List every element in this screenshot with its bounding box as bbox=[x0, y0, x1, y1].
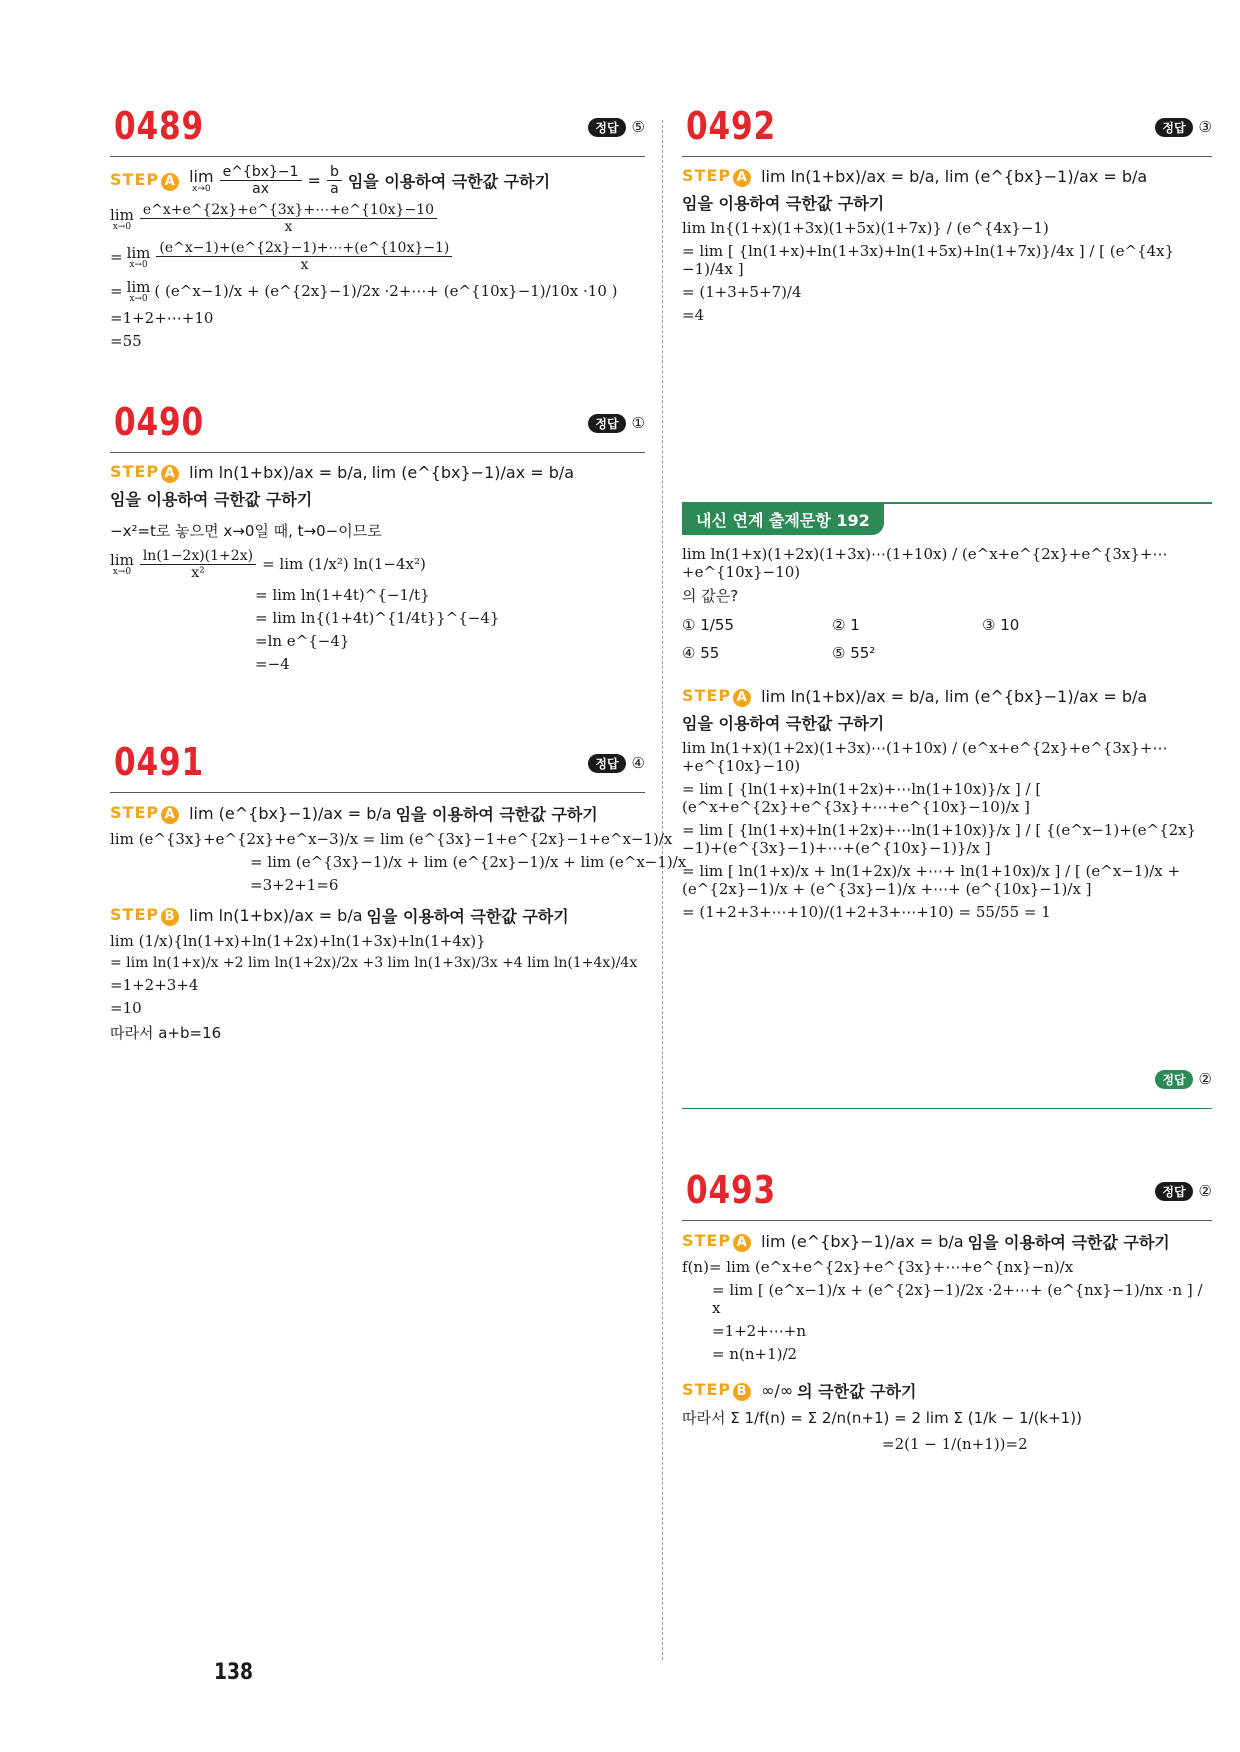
solution-line: = (1+2+3+⋯+10)/(1+2+3+⋯+10) = 55/55 = 1 bbox=[682, 902, 1051, 921]
step-text: 임을 이용하여 극한값 구하기 bbox=[682, 194, 885, 213]
answer-value: ⑤ bbox=[631, 118, 645, 136]
solution-line: = lim ln(1+4t)^{−1/t} bbox=[255, 585, 430, 604]
choice-5: ⑤ 55² bbox=[832, 643, 876, 662]
solution-line: = (1+3+5+7)/4 bbox=[682, 283, 802, 301]
page-number: 138 bbox=[214, 1660, 254, 1685]
solution-body bbox=[682, 166, 1212, 329]
problem-number: 0492 bbox=[686, 104, 777, 148]
problem-number: 0493 bbox=[686, 1168, 777, 1212]
step-a bbox=[110, 462, 645, 510]
related-end-rule bbox=[682, 1108, 1212, 1109]
solution-line: lim (1/x){ln(1+x)+ln(1+2x)+ln(1+3x)+ln(1+4x)} bbox=[110, 932, 486, 950]
solution-line: =ln e^{−4} bbox=[255, 631, 350, 650]
conclusion-line: 따라서 a+b=16 bbox=[110, 1024, 222, 1042]
answer-label bbox=[588, 754, 645, 773]
answer-badge: 정답 bbox=[1155, 1182, 1192, 1201]
solution-line: =1+2+3+4 bbox=[110, 976, 199, 994]
choice-3: ③ 10 bbox=[982, 615, 1020, 634]
step-tag: STEP A bbox=[110, 462, 179, 483]
step-b bbox=[110, 904, 645, 927]
solution-line: =1+2+⋯+10 bbox=[110, 309, 214, 327]
answer-value: ② bbox=[1198, 1182, 1212, 1200]
answer-label bbox=[1155, 118, 1212, 137]
step-expr-1: lim ln(1+bx)/ax = b/a, bbox=[189, 463, 368, 482]
solution-line: = lim [ (e^x−1)/x + (e^{2x}−1)/2x ·2+⋯+ (e^{nx}−1)/nx ·n ] / x bbox=[712, 1281, 1203, 1317]
solution-line: lim ln(1+x)(1+2x)(1+3x)⋯(1+10x) / (e^x+e^{2x}+e^{3x}+⋯+e^{10x}−10) bbox=[682, 738, 1168, 775]
solution-body bbox=[110, 462, 645, 678]
answer-label bbox=[588, 118, 645, 137]
choice-2: ② 1 bbox=[832, 615, 860, 634]
choice-4: ④ 55 bbox=[682, 643, 720, 662]
step-expr: lim ln(1+bx)/ax = b/a, lim (e^{bx}−1)/ax = b/a bbox=[761, 167, 1148, 186]
solution-line: lim (e^{3x}+e^{2x}+e^x−3)/x = lim (e^{3x}−1+e^{2x}−1+e^x−1)/x bbox=[110, 830, 673, 848]
answer-value: ① bbox=[631, 414, 645, 432]
solution-line: = lim x→0 $\frac{(e\^{}x-1)+(e\^{}\{2x\}-1)+\cdots+(e\^{}\{10x\}-1)}{x}$ bbox=[110, 240, 645, 273]
solution-line: =3+2+1=6 bbox=[250, 876, 339, 894]
answer-value: ④ bbox=[631, 754, 645, 772]
solution-line: lim ln{(1+x)(1+3x)(1+5x)(1+7x)} / (e^{4x}−1) bbox=[682, 219, 1049, 237]
intro-text: −x²=t로 놓으면 x→0일 때, t→0−이므로 bbox=[110, 522, 382, 540]
step-tag: STEP B bbox=[682, 1380, 751, 1401]
solution-line: = n(n+1)/2 bbox=[712, 1345, 798, 1363]
choice-list bbox=[682, 616, 1212, 662]
column-divider bbox=[662, 120, 663, 1660]
choice-1: ① 1/55 bbox=[682, 615, 734, 634]
step-expr: lim (e^{bx}−1)/ax = b/a bbox=[761, 1232, 964, 1251]
step-text: 임을 이용하여 극한값 구하기 bbox=[366, 907, 569, 926]
fraction-b-over-a: $\frac{b}{a}$ bbox=[327, 164, 342, 197]
step-tag: STEP B bbox=[110, 905, 179, 926]
solution-line: lim x→0 $\frac{\ln(1-2x)(1+2x)}{\text{x²}}$ = lim (1/x²) ln(1−4x²) bbox=[110, 547, 426, 581]
step-expr-2: lim (e^{bx}−1)/ax = b/a bbox=[371, 463, 575, 482]
solution-line: = lim [ {ln(1+x)+ln(1+3x)+ln(1+5x)+ln(1+7x)}/4x ] / [ (e^{4x}−1)/4x ] bbox=[682, 242, 1175, 278]
step-tag: STEP A bbox=[682, 1231, 751, 1252]
solution-line: =55 bbox=[110, 332, 142, 350]
related-banner: 내신 연계 출제문항 192 bbox=[682, 504, 884, 535]
step-text: 임을 이용하여 극한값 구하기 bbox=[967, 1233, 1170, 1252]
lim-symbol: lim x→0 bbox=[189, 167, 214, 194]
answer-value: ② bbox=[1198, 1070, 1212, 1088]
solution-line: f(n)= lim (e^x+e^{2x}+e^{3x}+⋯+e^{nx}−n)/x bbox=[682, 1258, 1074, 1276]
answer-badge: 정답 bbox=[588, 754, 625, 773]
header-rule bbox=[110, 452, 645, 453]
solution-body bbox=[110, 164, 645, 355]
header-rule bbox=[682, 156, 1212, 157]
solution-body bbox=[110, 802, 687, 1050]
answer-label bbox=[1155, 1182, 1212, 1201]
answer-badge: 정답 bbox=[588, 414, 625, 433]
step-text: 의 극한값 구하기 bbox=[797, 1382, 917, 1401]
header-rule bbox=[110, 792, 645, 793]
step-b bbox=[682, 1379, 1212, 1402]
solution-line: = lim ln{(1+4t)^{1/4t}}^{−4} bbox=[255, 608, 500, 627]
answer-label bbox=[588, 414, 645, 433]
solution-body bbox=[682, 1230, 1212, 1458]
step-tag: STEP A bbox=[110, 170, 179, 191]
step-expr: ∞/∞ bbox=[761, 1381, 794, 1400]
step-tag: STEP A bbox=[110, 803, 179, 824]
step-text: 임을 이용하여 극한값 구하기 bbox=[347, 172, 551, 191]
step-text: 임을 이용하여 극한값 구하기 bbox=[110, 490, 313, 509]
step-tag: STEP A bbox=[682, 166, 751, 187]
step-a bbox=[110, 802, 645, 825]
solution-line: =10 bbox=[110, 999, 142, 1017]
step-expr: lim ln(1+bx)/ax = b/a bbox=[189, 906, 363, 925]
answer-badge: 정답 bbox=[1155, 1070, 1192, 1089]
related-problem bbox=[682, 502, 1212, 926]
related-answer bbox=[1155, 1070, 1212, 1089]
step-text: 임을 이용하여 극한값 구하기 bbox=[682, 713, 885, 733]
solution-line: = lim [ {ln(1+x)+ln(1+2x)+⋯ln(1+10x)}/x ] / [ (e^x+e^{2x}+e^{3x}+⋯+e^{10x}−10)/x ] bbox=[682, 779, 1042, 816]
step-a bbox=[682, 686, 1212, 734]
answer-value: ③ bbox=[1198, 118, 1212, 136]
related-question: lim ln(1+x)(1+2x)(1+3x)⋯(1+10x) / (e^x+e^{2x}+e^{3x}+⋯+e^{10x}−10) 의 값은? bbox=[682, 545, 1168, 605]
header-rule bbox=[682, 1220, 1212, 1221]
solution-line: =4 bbox=[682, 306, 705, 324]
step-tag: STEP A bbox=[682, 686, 751, 707]
problem-number: 0491 bbox=[114, 740, 205, 784]
answer-badge: 정답 bbox=[1155, 118, 1192, 137]
step-expr: lim (e^{bx}−1)/ax = b/a bbox=[189, 804, 392, 823]
solution-line: =1+2+⋯+n bbox=[712, 1322, 807, 1340]
step-a: STEP A lim x→0 $\frac{e\^{}\{bx\}-1}{ax}$ = $\frac{b}{a}$ 임을 이용하여 극한값 구하기 bbox=[110, 164, 551, 197]
answer-badge: 정답 bbox=[588, 118, 625, 137]
step-a bbox=[682, 1230, 1212, 1253]
solution-line: 따라서 Σ 1/f(n) = Σ 2/n(n+1) = 2 lim Σ (1/k − 1/(k+1)) bbox=[682, 1409, 1082, 1427]
fraction: $\frac{e\^{}\{bx\}-1}{ax}$ bbox=[220, 164, 302, 197]
header-rule bbox=[110, 156, 645, 157]
solution-line: = lim [ {ln(1+x)+ln(1+2x)+⋯ln(1+10x)}/x ] / [ {(e^x−1)+(e^{2x}−1)+(e^{3x}−1)+⋯+(e^{10x}−1)}/x ] bbox=[682, 820, 1197, 857]
solution-line: =2(1 − 1/(n+1))=2 bbox=[882, 1434, 1028, 1453]
solution-line: =−4 bbox=[255, 654, 290, 673]
solution-line: = lim ln(1+x)/x +2 lim ln(1+2x)/2x +3 lim ln(1+3x)/3x +4 lim ln(1+4x)/4x bbox=[110, 955, 638, 971]
step-text: 임을 이용하여 극한값 구하기 bbox=[395, 805, 598, 824]
solution-line: = lim x→0 ( (e^x−1)/x + (e^{2x}−1)/2x ·2+⋯+ (e^{10x}−1)/10x ·10 ) bbox=[110, 278, 618, 304]
solution-line: = lim [ ln(1+x)/x + ln(1+2x)/x +⋯+ ln(1+10x)/x ] / [ (e^x−1)/x + (e^{2x}−1)/x + (e^{3x}−1)/x +⋯+ (e^{10x}−1)/x ] bbox=[682, 861, 1181, 898]
step-expr: lim ln(1+bx)/ax = b/a, lim (e^{bx}−1)/ax = b/a bbox=[761, 686, 1148, 706]
solution-line: = lim (e^{3x}−1)/x + lim (e^{2x}−1)/x + lim (e^x−1)/x bbox=[250, 853, 687, 871]
problem-number: 0490 bbox=[114, 400, 205, 444]
solution-line: lim x→0 $\frac{e\^{}x+e\^{}\{2x\}+e\^{}\{3x\}+\cdots+e\^{}\{10x\}-10}{x}$ bbox=[110, 202, 645, 235]
problem-number: 0489 bbox=[114, 104, 205, 148]
step-a bbox=[682, 166, 1212, 214]
